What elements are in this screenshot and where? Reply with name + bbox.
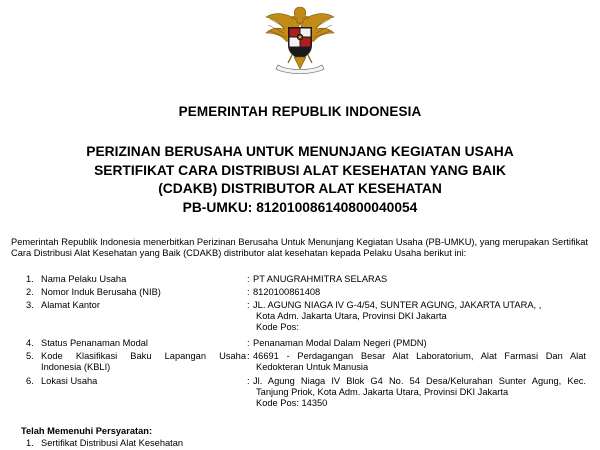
value-line: 8120100861408: [253, 287, 321, 297]
title-line: PERIZINAN BERUSAHA UNTUK MENUNJANG KEGIATAN USAHA: [86, 144, 514, 159]
field-value: [253, 300, 586, 333]
field-label: Kode Klasifikasi Baku Lapangan Usaha: [41, 351, 246, 361]
intro-paragraph: Pemerintah Republik Indonesia menerbitkan Perizinan Berusaha Untuk Menunjang Kegiatan Usaha (PB-UMKU), yang merupakan Sertifikat Cara Distribusi Alat Kesehatan yang Baik (CDAKB) distributor alat kesehatan kepada Pelaku Usaha berikut ini:: [11, 237, 588, 258]
value-line: Kota Adm. Jakarta Utara, Provinsi DKI Jakarta: [256, 311, 447, 321]
field-label: Status Penanaman Modal: [41, 338, 148, 348]
field-number: 2.: [26, 287, 34, 297]
field-number: 5.: [26, 351, 34, 361]
value-line: JL. AGUNG NIAGA IV G-4/54, SUNTER AGUNG, JAKARTA UTARA, ,: [253, 300, 542, 310]
value-line: PT ANUGRAHMITRA SELARAS: [253, 274, 388, 284]
field-colon: :: [247, 376, 250, 386]
requirement-text: Sertifikat Distribusi Alat Kesehatan: [41, 438, 184, 448]
field-value: [253, 376, 586, 409]
document-title: [0, 143, 600, 217]
field-label: Lokasi Usaha: [41, 376, 98, 386]
field-label: Indonesia (KBLI): [41, 362, 111, 372]
field-colon: :: [247, 274, 250, 284]
value-line: Kode Pos:: [256, 322, 299, 332]
field-colon: :: [247, 287, 250, 297]
government-heading: PEMERINTAH REPUBLIK INDONESIA: [178, 104, 422, 119]
requirement-number: 1.: [26, 438, 34, 448]
field-colon: :: [247, 351, 250, 361]
field-value: [253, 274, 586, 285]
field-label: Nama Pelaku Usaha: [41, 274, 127, 284]
field-number: 6.: [26, 376, 34, 386]
field-number: 4.: [26, 338, 34, 348]
field-number: 3.: [26, 300, 34, 310]
field-label: Nomor Induk Berusaha (NIB): [41, 287, 161, 297]
field-value: [253, 338, 586, 349]
field-colon: :: [247, 338, 250, 348]
value-line: Kode Pos: 14350: [256, 398, 328, 408]
field-value: [253, 287, 586, 298]
field-colon: :: [247, 300, 250, 310]
field-label: Alamat Kantor: [41, 300, 100, 310]
value-line: Jl. Agung Niaga IV Blok G4 No. 54 Desa/Kelurahan Sunter Agung, Kec.: [253, 376, 586, 386]
requirements-heading: Telah Memenuhi Persyaratan:: [21, 426, 153, 436]
title-line: SERTIFIKAT CARA DISTRIBUSI ALAT KESEHATAN YANG BAIK: [94, 162, 506, 178]
value-line: Kedokteran Untuk Manusia: [256, 362, 369, 372]
garuda-emblem: [262, 3, 338, 77]
value-line: 46691 - Perdagangan Besar Alat Laboratorium, Alat Farmasi Dan Alat: [253, 351, 586, 361]
field-number: 1.: [26, 274, 34, 284]
field-value: [253, 351, 586, 373]
value-line: Tanjung Priok, Kota Adm. Jakarta Utara, Provinsi DKI Jakarta: [256, 387, 509, 397]
value-line: Penanaman Modal Dalam Negeri (PMDN): [253, 338, 427, 348]
pb-umku-number: PB-UMKU: 812010086140800040054: [182, 199, 418, 215]
title-line: (CDAKB) DISTRIBUTOR ALAT KESEHATAN: [158, 181, 442, 197]
